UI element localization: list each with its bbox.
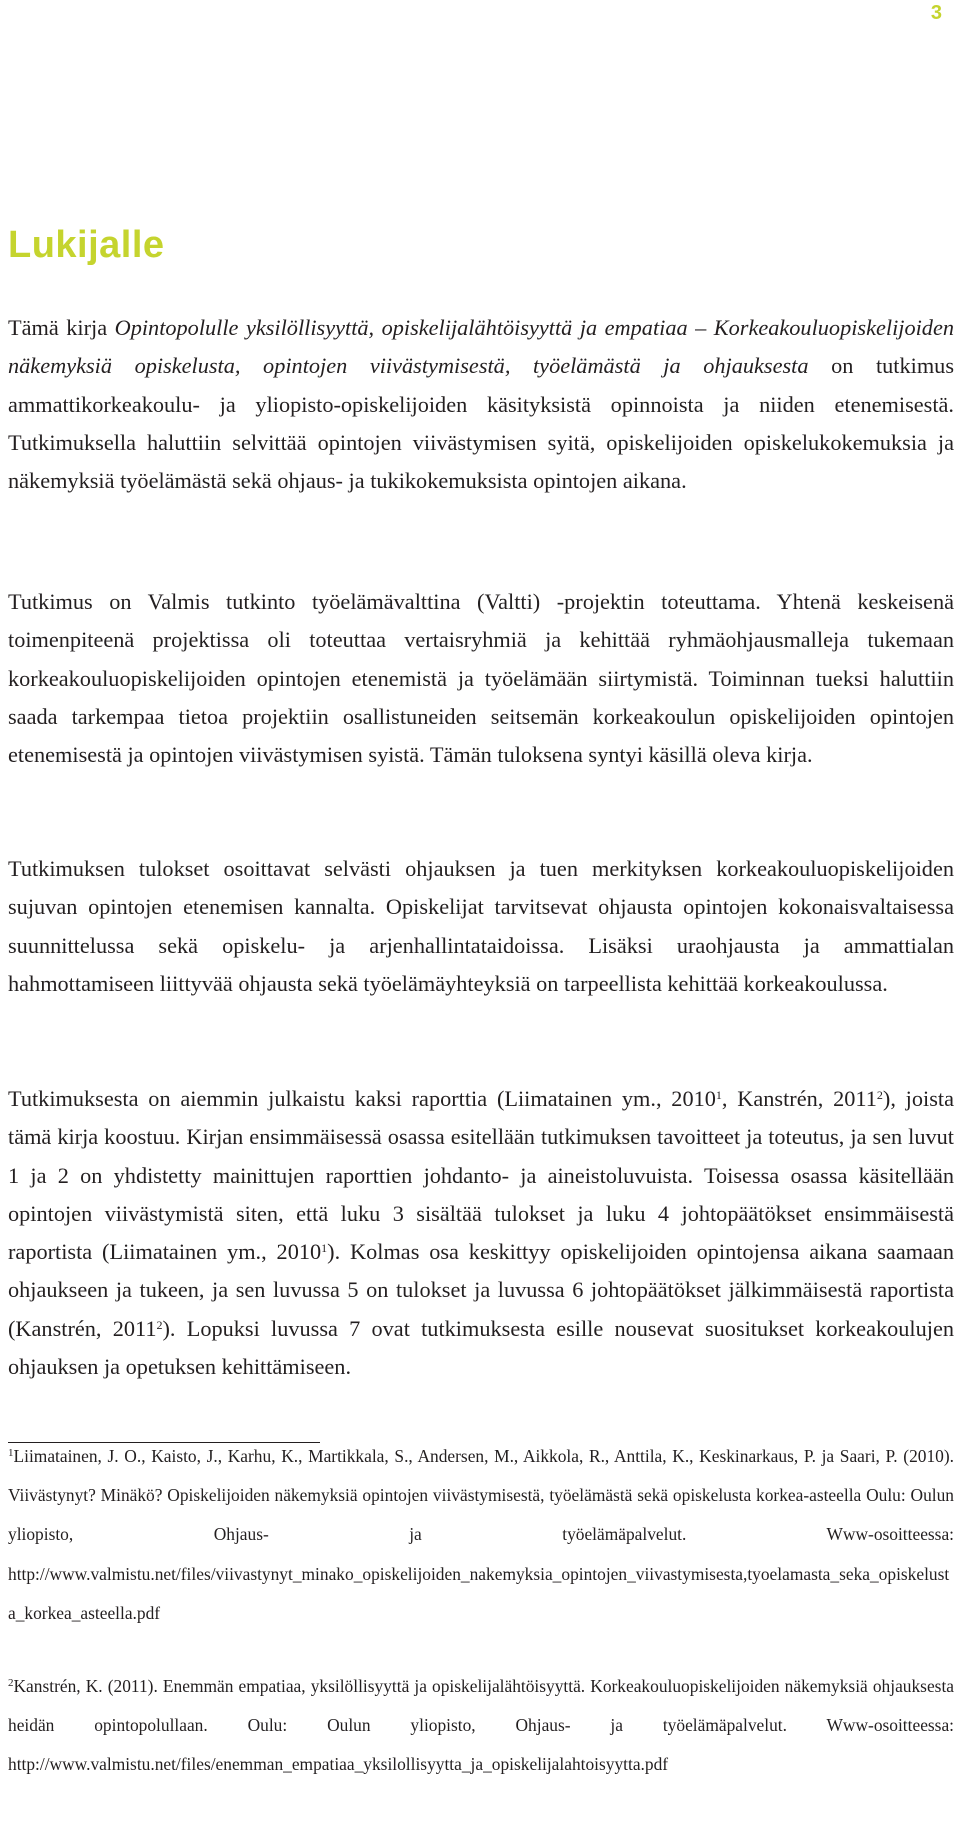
- paragraph-text: ). Lopuksi luvussa 7 ovat tutkimuksesta esille nousevat suositukset korkeakoulujen ohjauksen ja opetuksen kehittämiseen.: [8, 1315, 954, 1380]
- page-number: 3: [930, 2, 942, 24]
- paragraph-text: on tutkimus ammattikorkeakoulu- ja yliopisto-opiskelijoiden käsityksistä opinnoista ja niiden etenemisestä. Tutkimuksella haluttiin selvittää opintojen viivästymisen syitä, opiskelijoiden opiskelukokemuksia ja näkemyksiä työelämästä sekä ohjaus- ja tukikokemuksista opintojen aikana.: [8, 353, 954, 494]
- paragraph-text: Tämä kirja: [8, 315, 115, 340]
- paragraph-intro: [8, 309, 954, 500]
- footnote-mark: 1: [8, 1447, 14, 1459]
- paragraph-results: Tutkimuksen tulokset osoittavat selvästi ohjauksen ja tuen merkityksen korkeakouluopiskelijoiden sujuvan opintojen etenemisen kannalta. Opiskelijat tarvitsevat ohjausta opintojen kokonaisvaltaisessa suunnittelussa sekä opiskelu- ja arjenhallintataidoissa. Lisäksi uraohjausta ja ammattialan hahmottamiseen liittyvää ohjausta sekä työelämäyhteyksiä on tarpeellista kehittää korkeakoulussa.: [8, 856, 954, 996]
- footnote-ref: 1: [321, 1241, 328, 1256]
- paragraph-project: Tutkimus on Valmis tutkinto työelämävalttina (Valtti) -projektin toteuttama. Yhtenä keskeisenä toimenpiteenä projektissa oli toteuttaa vertaisryhmiä ja kehittää ryhmäohjausmalleja tukemaan korkeakouluopiskelijoiden opintojen etenemistä ja työelämään siirtymistä. Toiminnan tueksi haluttiin saada tarkempaa tietoa projektiin osallistuneiden seitsemän korkeakoulun opiskelijoiden opintojen etenemisestä ja opintojen viivästymisen syistä. Tämän tuloksena syntyi käsillä oleva kirja.: [8, 589, 954, 768]
- footnote-text: Liimatainen, J. O., Kaisto, J., Karhu, K., Martikkala, S., Andersen, M., Aikkola, R., Anttila, K., Keskinarkaus, P. ja Saari, P. (2010). Viivästynyt? Minäkö? Opiskelijoiden näkemyksiä opintojen viivästymisestä, työelämästä sekä opiskelusta korkea-asteella Oulu: Oulun yliopisto, Ohjaus- ja työelämäpalvelut. Www-osoitteessa: http://www.valmistu.net/files/viivastynyt_minako_opiskelijoiden_nakemyksia_opintojen_viivastymisesta,tyoelamasta_seka_opiskelusta_korkea_asteella.pdf: [8, 1446, 954, 1623]
- book-title: Opintopolulle yksilöllisyyttä, opiskelijalähtöisyyttä ja empatiaa – Korkeakouluopiskelijoiden näkemyksiä opiskelusta, opintojen viivästymisestä, työelämästä ja ohjauksesta: [8, 315, 955, 379]
- footnote-ref: 2: [876, 1088, 883, 1102]
- paragraph-text: Tutkimuksesta on aiemmin julkaistu kaksi raporttia (Liimatainen ym., 2010: [8, 1086, 716, 1111]
- page-heading: Lukijalle: [8, 224, 165, 266]
- paragraph-structure: [8, 1080, 954, 1386]
- paragraph-text: , Kanstrén, 2011: [721, 1086, 877, 1111]
- footnote-1: [8, 1437, 954, 1633]
- footnote-mark: 2: [8, 1677, 14, 1689]
- paragraph-text: ), joista tämä kirja koostuu. Kirjan ensimmäisessä osassa esitellään tutkimuksen tavoitteet ja toteutus, ja sen luvut 1 ja 2 on yhdistetty mainittujen raporttien johdanto- ja aineistoluvuista. Toisessa osassa käsitellään opintojen viivästymistä siten, että luku 3 sisältää tulokset ja luku 4 johtopäätökset ensimmäisestä raportista (Liimatainen ym., 2010: [8, 1086, 954, 1265]
- paragraph-text: ). Kolmas osa keskittyy opiskelijoiden opintojensa aikana saamaan ohjaukseen ja tukeen, ja sen luvussa 5 on tulokset ja luvussa 6 johtopäätökset jälkimmäisestä raportista (Kanstrén, 2011: [8, 1239, 955, 1341]
- footnote-ref: 1: [715, 1088, 722, 1102]
- footnote-ref: 2: [156, 1317, 163, 1332]
- footnote-2: [8, 1667, 954, 1785]
- footnote-text: Kanstrén, K. (2011). Enemmän empatiaa, yksilöllisyyttä ja opiskelijalähtöisyyttä. Korkeakouluopiskelijoiden näkemyksiä ohjauksesta heidän opintopolullaan. Oulu: Oulun yliopisto, Ohjaus- ja työelämäpalvelut. Www-osoitteessa: http://www.valmistu.net/files/enemman_empatiaa_yksilollisyytta_ja_opiskelijalahtoisyytta.pdf: [8, 1676, 954, 1775]
